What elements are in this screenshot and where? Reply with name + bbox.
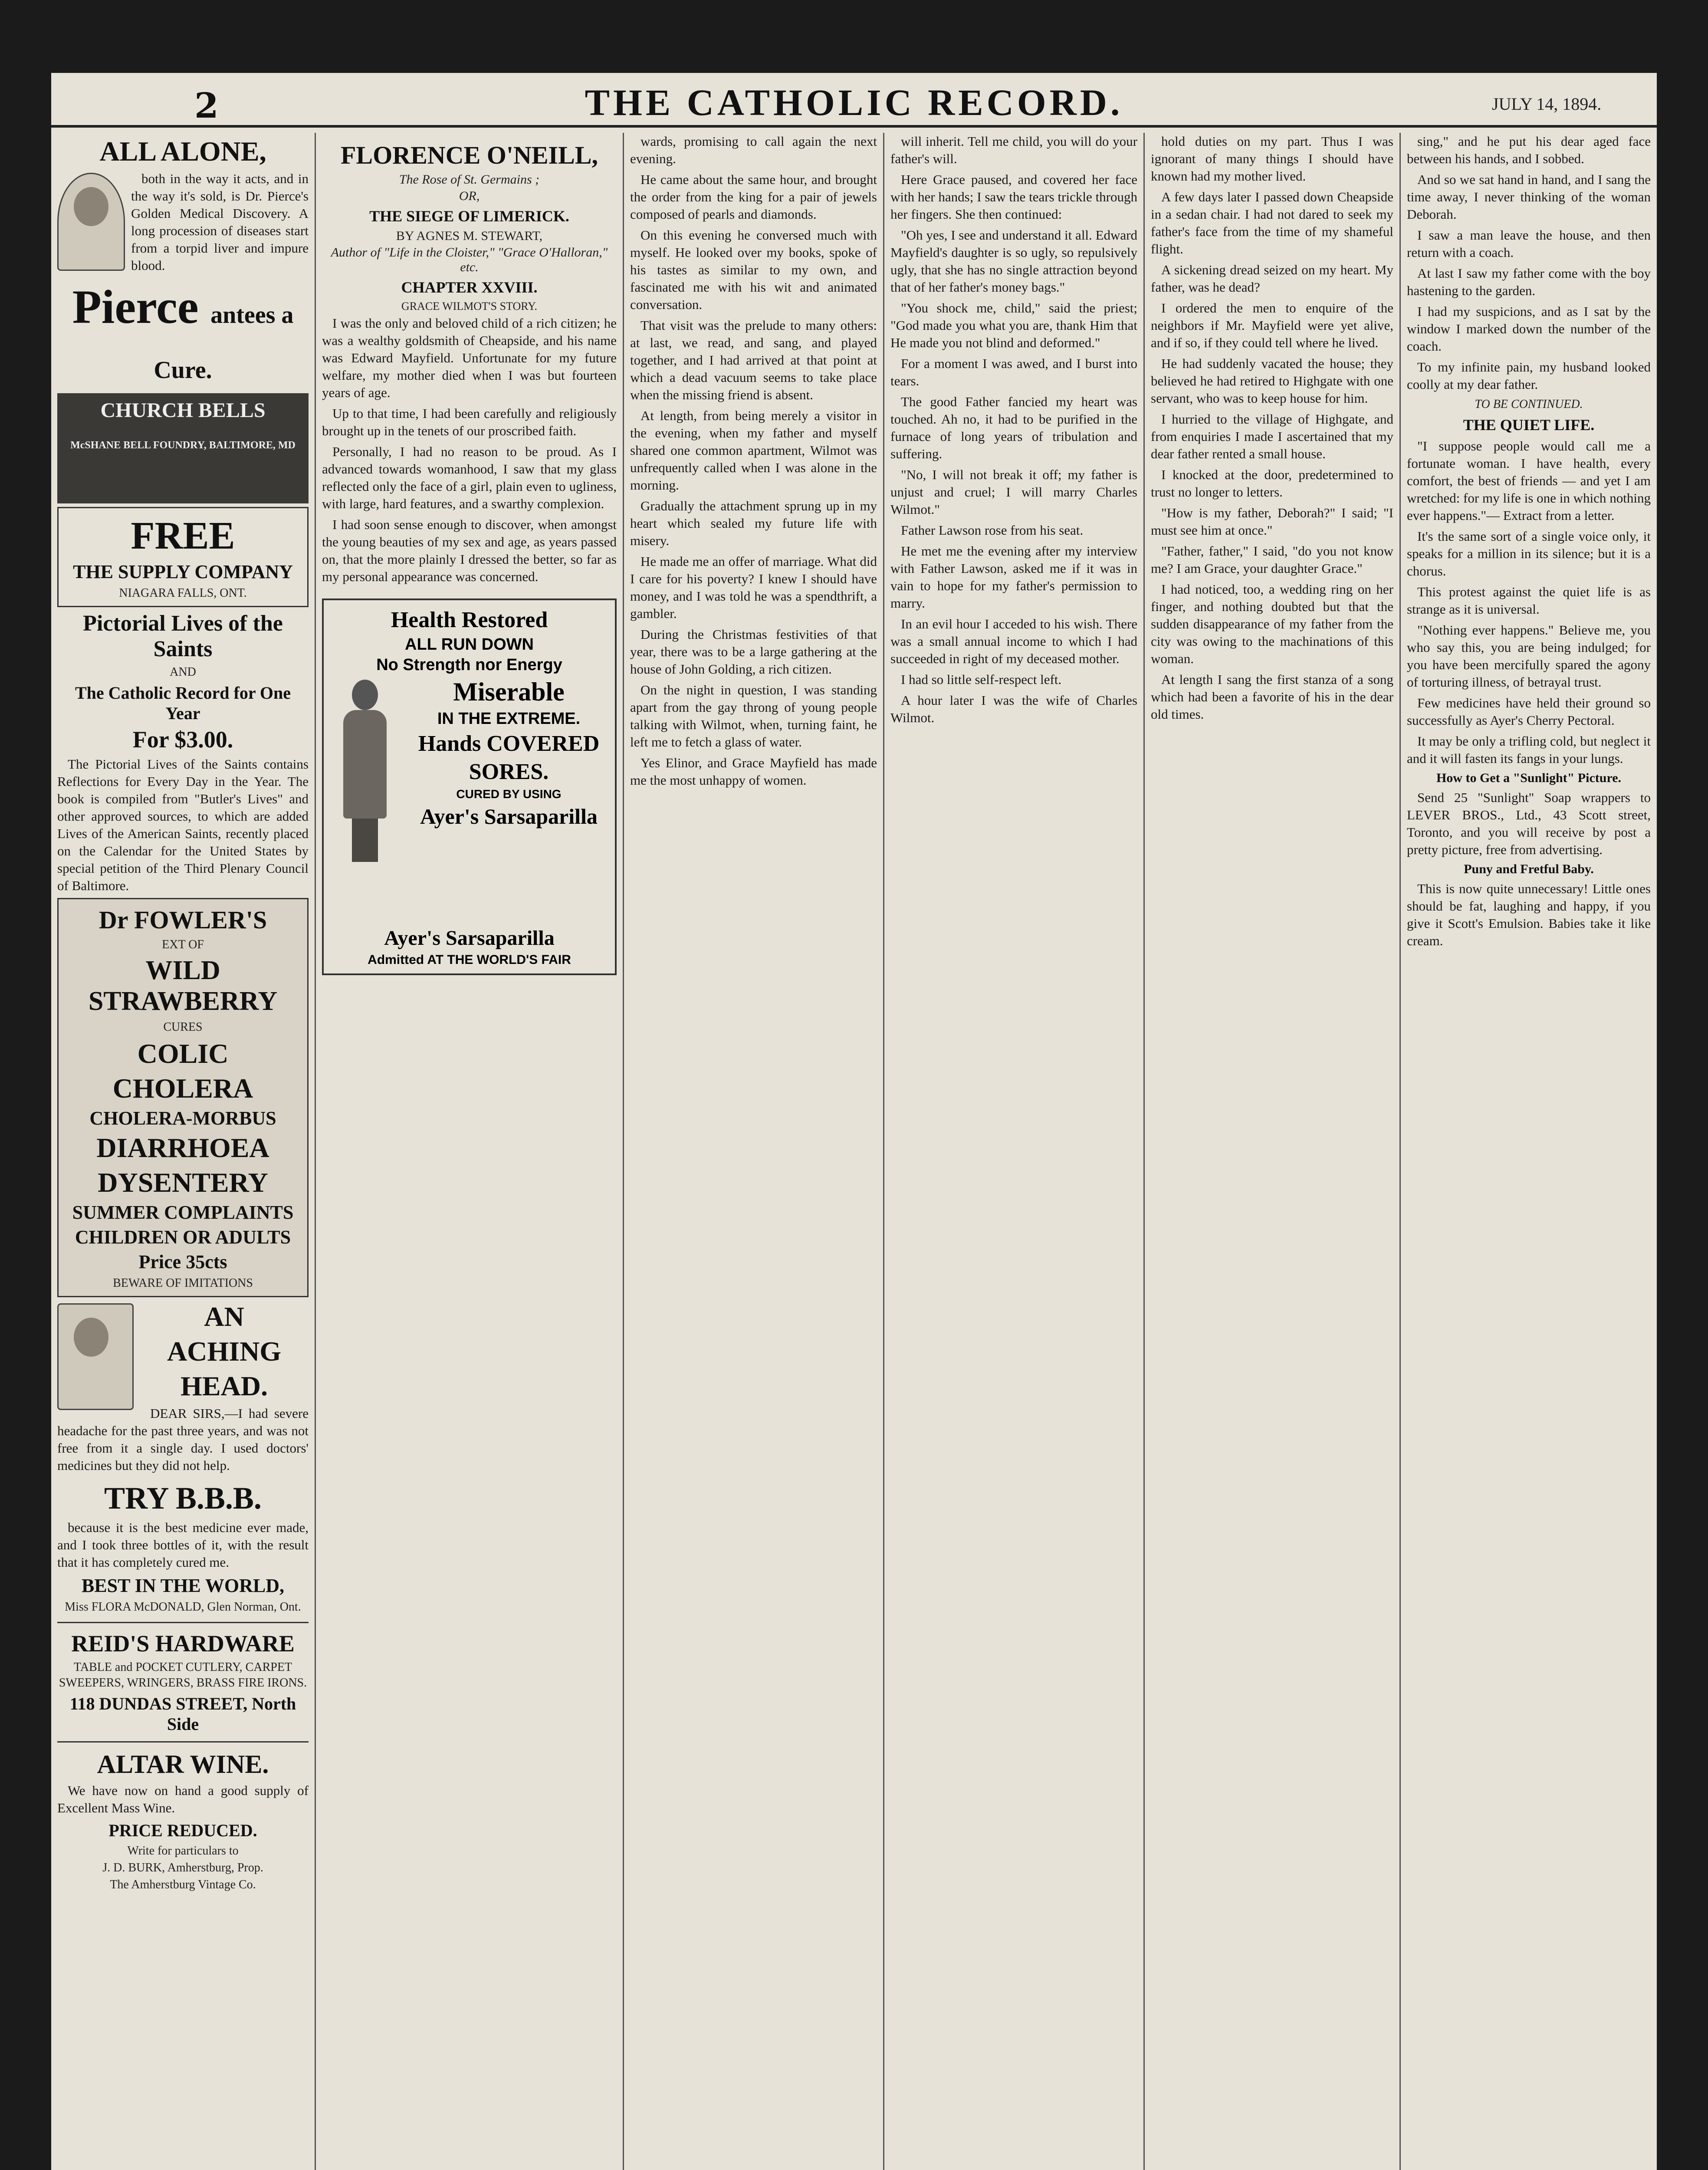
health-line: Ayer's Sarsaparilla	[384, 927, 555, 950]
chapter-title: GRACE WILMOT'S STORY.	[401, 300, 538, 312]
story-paragraph: Here Grace paused, and covered her face with her hands; I saw the tears trickle through her fingers. She then continued:	[890, 172, 1137, 222]
story-paragraph: "No, I will not break it off; my father is unjust and cruel; I will marry Charles Wilmot."	[890, 467, 1137, 517]
altar-write: Write for particulars to	[127, 1844, 239, 1858]
story-paragraph: Up to that time, I had been carefully and religiously brought up in the tenets of our proscribed faith.	[322, 406, 617, 438]
bells-title: CHURCH BELLS	[100, 399, 266, 422]
column-story-3	[624, 133, 884, 2170]
bells-foundry: McSHANE BELL FOUNDRY, BALTIMORE, MD	[70, 440, 296, 451]
story-paragraph: A sickening dread seized on my heart. My father, was he dead?	[1151, 262, 1393, 295]
story-paragraph: At length I sang the first stanza of a song which had been a favorite of his in the dear old times.	[1151, 672, 1393, 722]
cure-word: antees a Cure.	[154, 302, 294, 384]
issue-date: JULY 14, 1894.	[1492, 94, 1602, 114]
fowler-line: Price 35cts	[138, 1251, 227, 1272]
article-paragraph: "I suppose people would call me a fortunate woman. I have health, every comfort, the best of friends — and yet I am wretched: for my life is one in which nothing ever happens."— Extract from a letter.	[1407, 438, 1651, 523]
story-paragraph: I had my suspicions, and as I sat by the window I marked down the number of the coach.	[1407, 304, 1651, 354]
story-paragraph: At length, from being merely a visitor in the evening, when my father and myself shared one common apartment, Wilmot was unfrequently called when I was alone in the morning.	[630, 408, 877, 493]
sunlight-heading: How to Get a "Sunlight" Picture.	[1436, 771, 1622, 785]
story-paragraph: will inherit. Tell me child, you will do your father's will.	[890, 134, 1137, 166]
lives-title: Pictorial Lives of the Saints	[83, 611, 283, 661]
story-paragraph: I saw a man leave the house, and then return with a coach.	[1407, 227, 1651, 260]
story-paragraph: Gradually the attachment sprung up in my heart which sealed my future life with misery.	[630, 498, 877, 548]
ad-heading: ALL ALONE,	[99, 136, 266, 167]
story-paragraph: He came about the same hour, and brought the order from the king for a pair of jewels composed of pearls and diamonds.	[630, 172, 877, 222]
story-title: FLORENCE O'NEILL,	[341, 141, 598, 169]
story-paragraph: "Oh yes, I see and understand it all. Edward Mayfield's daughter is so ugly, so repulsively ugly, that she has no single attraction beyond that of her father's money bags."	[890, 227, 1137, 295]
article-paragraph: It may be only a trifling cold, but neglect it and it will fasten its fangs in your lungs.	[1407, 733, 1651, 766]
story-paragraph: I was the only and beloved child of a rich citizen; he was a wealthy goldsmith of Cheapside, and his name was Edward Mayfield. Unfortunate for my future welfare, my mother died when I was but fourteen years of age.	[322, 316, 617, 400]
ad-text: both in the way it acts, and in the way it's sold, is Dr. Pierce's Golden Medical Discovery. A long procession of diseases start from a torpid liver and impure blood.	[131, 171, 309, 273]
column-story-5	[1145, 133, 1401, 2170]
fowler-line: DIARRHOEA	[96, 1132, 269, 1163]
man-figure-icon	[328, 680, 402, 862]
bbb-text: because it is the best medicine ever made, and I took three bottles of it, with the result that it has completely cured me.	[57, 1520, 309, 1570]
lives-and: AND	[170, 665, 196, 679]
health-line: Admitted AT THE WORLD'S FAIR	[368, 953, 571, 967]
pierce-word: Pierce	[72, 280, 199, 333]
altar-title: ALTAR WINE.	[97, 1750, 269, 1779]
health-line: No Strength nor Energy	[376, 656, 562, 674]
story-paragraph: A few days later I passed down Cheapside in a sedan chair. I had not dared to seek my father's face from the time of my shameful flight.	[1151, 189, 1393, 256]
altar-price: PRICE REDUCED.	[108, 1821, 257, 1840]
health-line: IN THE EXTREME.	[437, 710, 581, 728]
story-paragraph: "How is my father, Deborah?" I said; "I must see him at once."	[1151, 505, 1393, 538]
pierce-ad-title	[57, 279, 309, 390]
fowler-line: Dr FOWLER'S	[99, 906, 267, 934]
masthead	[51, 73, 1657, 128]
story-paragraph: He met me the evening after my interview with Father Lawson, asked me if it was in vain to hope for my father's permission to marry.	[890, 543, 1137, 611]
health-line: Hands COVERED	[418, 731, 600, 756]
reid-title: REID'S HARDWARE	[71, 1631, 295, 1657]
story-paragraph: That visit was the prelude to many others: at last, we read, and sang, and played together, and I had arrived at that point at which a dead vacuum seems to take place when the missing friend is absent.	[630, 318, 877, 402]
story-paragraph: I hurried to the village of Highgate, and from enquiries I made I ascertained that my dear father rented a small house.	[1151, 411, 1393, 461]
free-ad	[57, 507, 309, 607]
newspaper-page	[51, 73, 1657, 2170]
column-story-6	[1401, 133, 1657, 2170]
altar-company: The Amherstburg Vintage Co.	[110, 1878, 256, 1891]
aching-line: ACHING	[167, 1336, 282, 1367]
story-paragraph: I had soon sense enough to discover, when amongst the young beauties of my sex and age, as years passed on, that the more plainly I dressed the better, so far as my personal appearance was concerned.	[322, 517, 617, 584]
story-paragraph: A hour later I was the wife of Charles Wilmot.	[890, 693, 1137, 725]
health-title: Health Restored	[391, 608, 548, 632]
fowler-line: SUMMER COMPLAINTS	[72, 1202, 294, 1223]
article-paragraph: It's the same sort of a single voice only, it speaks for a million in its silence; but it is a chorus.	[1407, 529, 1651, 579]
fowler-line: CHOLERA-MORBUS	[89, 1108, 276, 1129]
testimonial-signature: Miss FLORA McDONALD, Glen Norman, Ont.	[65, 1600, 301, 1614]
puny-baby-heading: Puny and Fretful Baby.	[1464, 862, 1594, 876]
story-paragraph: I had noticed, too, a wedding ring on her finger, and nothing doubted but that the sudden disappearance of my father from the city was owing to the machinations of this woman.	[1151, 582, 1393, 666]
fowler-line: CHOLERA	[112, 1073, 253, 1104]
fowler-line: CURES	[163, 1020, 203, 1034]
article-paragraph: This is now quite unnecessary! Little ones should be fat, laughing and happy, if you give it Scott's Emulsion. Babies take it like cream.	[1407, 881, 1651, 948]
health-line: CURED BY USING	[456, 787, 562, 801]
aching-line: HEAD.	[181, 1371, 268, 1401]
fowler-line: DYSENTERY	[98, 1167, 268, 1198]
story-paragraph: He made me an offer of marriage. What did I care for his poverty? I knew I should have money, and I was told he was a spendthrift, a gambler.	[630, 554, 877, 621]
aching-text: DEAR SIRS,—I had severe headache for the past three years, and was not free from it a single day. I used doctors' medicines but they did not help.	[57, 1406, 309, 1473]
story-paragraph: On the night in question, I was standing apart from the gay throng of young people talking with Wilmot, when, turning faint, he left me to fetch a glass of water.	[630, 682, 877, 750]
story-paragraph: I ordered the men to enquire of the neighbors if Mr. Mayfield were yet alive, and if so, if they could tell where he lived.	[1151, 300, 1393, 350]
church-bells-ad	[57, 393, 309, 503]
free-title: FREE	[131, 514, 235, 557]
reid-items: TABLE and POCKET CUTLERY, CARPET SWEEPERS, WRINGERS, BRASS FIRE IRONS.	[59, 1660, 307, 1690]
story-paragraph: Yes Elinor, and Grace Mayfield has made me the most unhappy of women.	[630, 755, 877, 788]
quiet-life-heading: THE QUIET LIFE.	[1463, 416, 1595, 434]
story-author-note: Author of "Life in the Cloister," "Grace O'Halloran," etc.	[331, 245, 608, 274]
article-paragraph: This protest against the quiet life is as strange as it is universal.	[1407, 584, 1651, 617]
story-paragraph: Father Lawson rose from his seat.	[901, 523, 1084, 538]
story-paragraph: In an evil hour I acceded to his wish. There was a small annual income to which I had succeeded in right of my deceased mother.	[890, 616, 1137, 666]
story-or: OR,	[459, 189, 480, 203]
column-story-4	[884, 133, 1145, 2170]
story-paragraph: "Father, father," I said, "do you not know me? I am Grace, your daughter Grace."	[1151, 543, 1393, 576]
lives-price: For $3.00.	[132, 727, 233, 753]
story-subtitle-2: THE SIEGE OF LIMERICK.	[369, 207, 569, 225]
story-paragraph: He had suddenly vacated the house; they believed he had retired to Highgate with one servant, who was to keep house for him.	[1151, 356, 1393, 406]
divider	[57, 1741, 309, 1743]
story-paragraph: hold duties on my part. Thus I was ignorant of many things I should have known had my mother lived.	[1151, 134, 1393, 184]
divider	[57, 1622, 309, 1623]
altar-text: We have now on hand a good supply of Excellent Mass Wine.	[57, 1783, 309, 1815]
lives-paper: The Catholic Record for One Year	[75, 683, 291, 723]
article-paragraph: "Nothing ever happens." Believe me, you who say this, you are being indulged; for you have been mercifully spared the agony of torturing illness, of betrayal trust.	[1407, 622, 1651, 690]
article-paragraph: Few medicines have held their ground so successfully as Ayer's Cherry Pectoral.	[1407, 695, 1651, 728]
try-bbb: TRY B.B.B.	[104, 1481, 262, 1516]
story-paragraph: To my infinite pain, my husband looked coolly at my dear father.	[1407, 359, 1651, 392]
fowler-line: EXT OF	[162, 938, 204, 951]
story-paragraph: "You shock me, child," said the priest; "God made you what you are, thank Him that He made you not blind and deformed."	[890, 300, 1137, 350]
story-paragraph: The good Father fancied my heart was touched. Ah no, it had to be purified in the furnace of long years of tribulation and suffering.	[890, 394, 1137, 461]
column-serial	[316, 133, 624, 2170]
story-paragraph: sing," and he put his dear aged face between his hands, and I sobbed.	[1407, 134, 1651, 166]
best-in-world: BEST IN THE WORLD,	[81, 1575, 285, 1596]
aching-line: AN	[204, 1301, 244, 1332]
reid-address: 118 DUNDAS STREET, North Side	[69, 1694, 296, 1734]
health-line: SORES.	[469, 760, 549, 784]
fowler-line: COLIC	[137, 1038, 229, 1069]
lives-text: The Pictorial Lives of the Saints contains Reflections for Every Day in the Year. The book is compiled from "Butler's Lives" and other approved sources, to which are added Lives of the American Saints, recently placed on the Calendar for the United States by special petition of the Third Plenary Council of Baltimore.	[57, 756, 309, 893]
sarsaparilla-ad	[322, 598, 617, 975]
story-paragraph: On this evening he conversed much with myself. He looked over my books, spoke of his tastes as similar to my own, and fascinated me with his wit and animated conversation.	[630, 227, 877, 312]
story-paragraph: During the Christmas festivities of that year, there was to be a large gathering at the house of John Golding, a rich citizen.	[630, 627, 877, 677]
fowler-line: BEWARE OF IMITATIONS	[113, 1276, 253, 1290]
fowler-line: CHILDREN OR ADULTS	[75, 1226, 291, 1248]
newspaper-title: THE CATHOLIC RECORD.	[585, 82, 1123, 123]
woman-portrait-icon	[57, 173, 125, 271]
fowler-line: WILD STRAWBERRY	[88, 956, 278, 1016]
story-paragraph: wards, promising to call again the next evening.	[630, 134, 877, 166]
chapter-heading: CHAPTER XXVIII.	[401, 279, 538, 296]
column-ads	[51, 133, 316, 2170]
to-be-continued: TO BE CONTINUED.	[1475, 398, 1583, 411]
story-paragraph: I knocked at the door, predetermined to trust no longer to letters.	[1151, 467, 1393, 500]
health-line: Ayer's Sarsaparilla	[420, 804, 598, 829]
story-paragraph: Personally, I had no reason to be proud. As I advanced towards womanhood, I saw that my glass reflected only the face of a girl, plain even to ugliness, with large, hard features, and a swarthy complexion.	[322, 444, 617, 511]
story-paragraph: For a moment I was awed, and I burst into tears.	[890, 356, 1137, 388]
story-subtitle: The Rose of St. Germains ;	[399, 172, 540, 187]
story-paragraph: I had so little self-respect left.	[901, 672, 1062, 687]
story-author: BY AGNES M. STEWART,	[396, 229, 543, 243]
health-line: Miserable	[453, 677, 565, 706]
fowler-ad	[57, 898, 309, 1297]
page-number: 2	[194, 85, 219, 126]
free-place: NIAGARA FALLS, ONT.	[119, 586, 247, 600]
girl-portrait-icon	[57, 1303, 134, 1410]
story-paragraph: At last I saw my father come with the boy hastening to the garden.	[1407, 266, 1651, 298]
altar-name: J. D. BURK, Amherstburg, Prop.	[102, 1861, 263, 1874]
free-company: THE SUPPLY COMPANY	[73, 561, 293, 582]
health-line: ALL RUN DOWN	[405, 635, 534, 654]
story-paragraph: And so we sat hand in hand, and I sang the time away, I never thinking of the woman Deborah.	[1407, 172, 1651, 222]
article-paragraph: Send 25 "Sunlight" Soap wrappers to LEVER BROS., Ltd., 43 Scott street, Toronto, and you will receive by post a pretty picture, free from advertising.	[1407, 790, 1651, 857]
